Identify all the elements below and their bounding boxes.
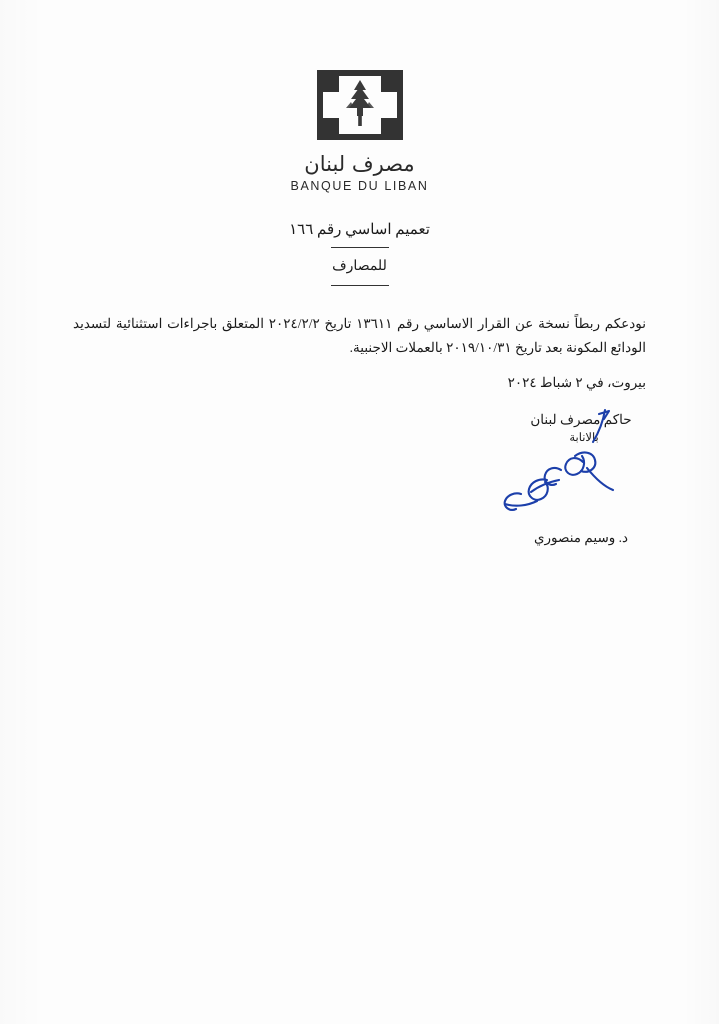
signer-title: حاكم مصرف لبنان (530, 412, 632, 427)
date-line: بيروت، في ٢ شباط ٢٠٢٤ (507, 375, 646, 390)
bank-name-french: BANQUE DU LIBAN (290, 179, 429, 193)
signer-name: د. وسيم منصوري (533, 530, 629, 545)
lebanon-cedar-emblem-icon (317, 70, 403, 140)
signer-subtitle: بالانابة (569, 432, 599, 444)
addressee-divider (331, 285, 389, 286)
addressee: للمصارف (332, 259, 387, 274)
letterhead (0, 70, 719, 193)
title-divider (331, 247, 389, 248)
bank-name-arabic: مصرف لبنان (304, 152, 415, 176)
page-title: تعميم اساسي رقم ١٦٦ (289, 222, 430, 238)
body-paragraph: نودعكم ربطاً نسخة عن القرار الاساسي رقم ١٣٦١١ تاريخ ٢٠٢٤/٢/٢ المتعلق باجراءات استثنائية لتسديد الودائع المكونة بعد تاريخ ٢٠١٩/١٠/٣١ بالعملات الاجنبية. (73, 316, 646, 355)
